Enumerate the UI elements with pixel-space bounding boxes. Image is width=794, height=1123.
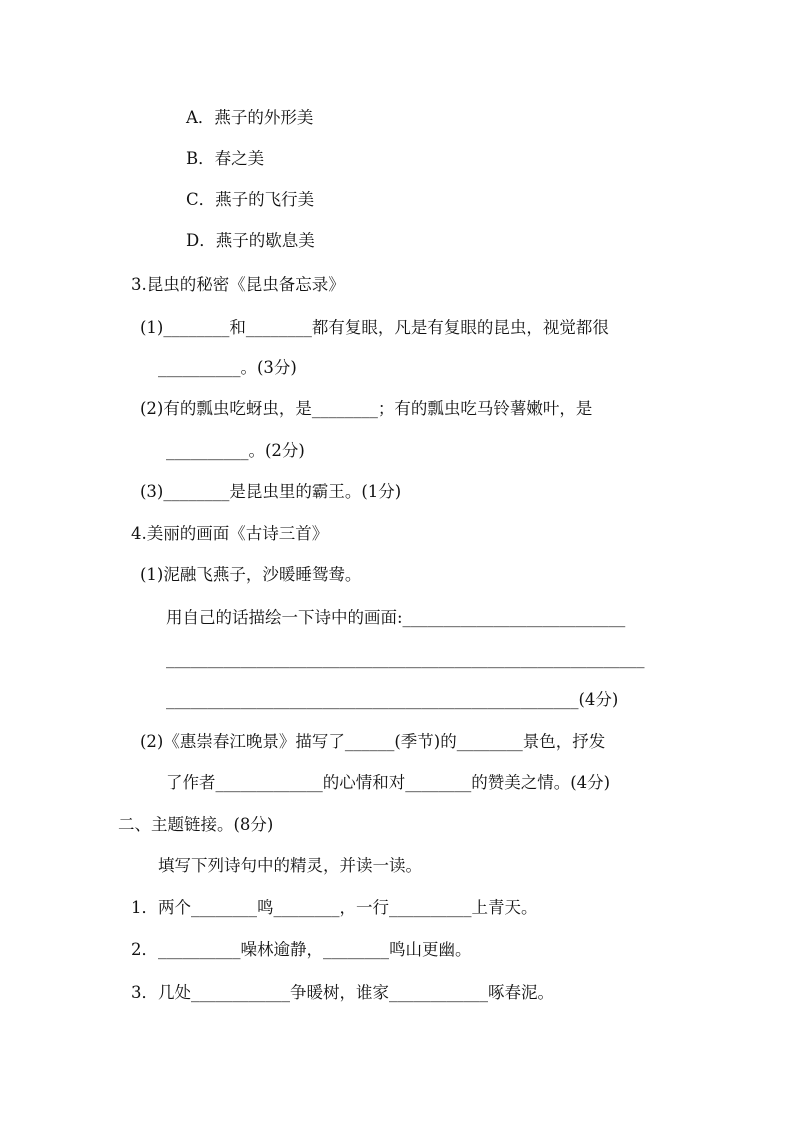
- option-b: B．春之美: [186, 149, 265, 168]
- section-2-item-1: 1．两个________鸣________，一行__________上青天。: [131, 898, 538, 917]
- option-a: A．燕子的外形美: [186, 108, 314, 127]
- section-2-item-3: 3．几处____________争暖树，谁家____________啄春泥。: [131, 983, 554, 1002]
- section-2-title: 二、主题链接。(8分): [118, 815, 274, 834]
- section-2-item-2: 2．__________噪林逾静，________鸣山更幽。: [131, 940, 472, 959]
- q3-line-2: __________。(3分): [158, 358, 297, 377]
- option-d: D．燕子的歇息美: [186, 231, 315, 250]
- option-c: C．燕子的飞行美: [186, 190, 315, 209]
- q4-line-5: (2)《惠崇春江晚景》描写了______(季节)的________景色，抒发: [140, 732, 606, 751]
- q4-line-1: (1)泥融飞燕子，沙暖睡鸳鸯。: [140, 565, 362, 584]
- q3-line-1: (1)________和________都有复眼，凡是有复眼的昆虫，视觉都很: [140, 318, 609, 337]
- q4-line-2: 用自己的话描绘一下诗中的画面:___________________________: [166, 608, 626, 627]
- section-2-intro: 填写下列诗句中的精灵，并读一读。: [158, 856, 422, 875]
- q4-line-6: 了作者_____________的心情和对________的赞美之情。(4分): [166, 773, 611, 792]
- q4-title: 4.美丽的画面《古诗三首》: [131, 524, 329, 543]
- q3-line-5: (3)________是昆虫里的霸王。(1分): [140, 482, 402, 501]
- q4-line-4: __________________________________________________(4分): [166, 690, 619, 709]
- q3-title: 3.昆虫的秘密《昆虫备忘录》: [131, 275, 345, 294]
- q3-line-4: __________。(2分): [166, 441, 305, 460]
- q3-line-3: (2)有的瓢虫吃蚜虫，是________；有的瓢虫吃马铃薯嫩叶，是: [140, 399, 593, 418]
- q4-line-3: __________________________________________________________: [166, 649, 645, 668]
